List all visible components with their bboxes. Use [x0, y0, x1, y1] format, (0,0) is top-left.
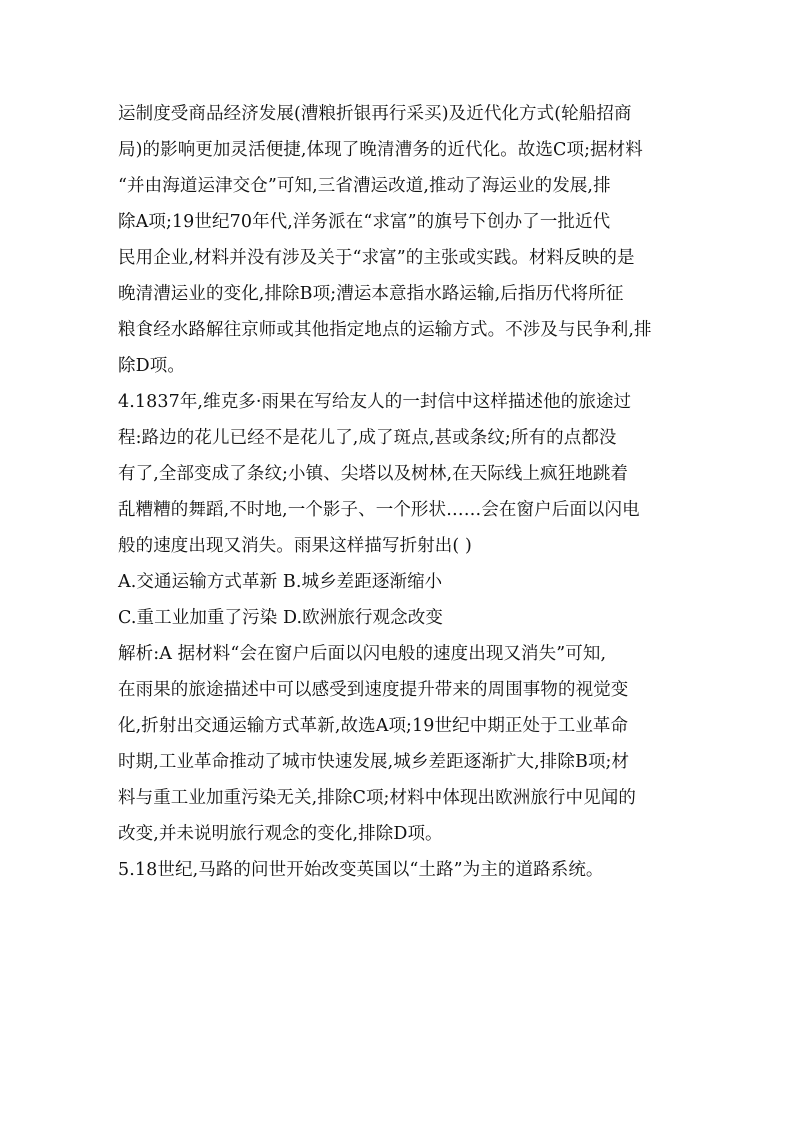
explanation-line: 解析:A 据材料“会在窗户后面以闪电般的速度出现又消失”可知,	[118, 644, 607, 664]
explanation-line: 化,折射出交通运输方式革新,故选A项;19世纪中期正处于工业革命	[118, 716, 629, 736]
text-line: 民用企业,材料并没有涉及关于“求富”的主张或实践。材料反映的是	[118, 248, 635, 268]
question-stem-line: 5.18世纪,马路的问世开始改变英国以“土路”为主的道路系统。	[118, 860, 604, 880]
question-4	[118, 384, 690, 852]
explanation-line: 改变,并未说明旅行观念的变化,排除D项。	[118, 824, 443, 844]
question-5	[118, 852, 690, 888]
options-row-cd: C.重工业加重了污染 D.欧洲旅行观念改变	[118, 608, 443, 628]
explanation-q3-continued	[118, 96, 690, 384]
options-row-ab: A.交通运输方式革新 B.城乡差距逐渐缩小	[118, 572, 443, 592]
text-line: 局)的影响更加灵活便捷,体现了晚清漕务的近代化。故选C项;据材料	[118, 140, 643, 160]
text-line: 晚清漕运业的变化,排除B项;漕运本意指水路运输,后指历代将所征	[118, 284, 624, 304]
explanation-line: 时期,工业革命推动了城市快速发展,城乡差距逐渐扩大,排除B项;材	[118, 752, 630, 772]
explanation-line: 在雨果的旅途描述中可以感受到速度提升带来的周围事物的视觉变	[118, 680, 629, 700]
question-stem-line: 4.1837年,维克多·雨果在写给友人的一封信中这样描述他的旅途过	[118, 392, 632, 412]
text-line: 运制度受商品经济发展(漕粮折银再行采买)及近代化方式(轮船招商	[118, 104, 632, 124]
text-line: “并由海道运津交仓”可知,三省漕运改道,推动了海运业的发展,排	[118, 176, 611, 196]
text-line: 粮食经水路解往京师或其他指定地点的运输方式。不涉及与民争利,排	[118, 320, 652, 340]
question-stem-line: 有了,全部变成了条纹;小镇、尖塔以及树林,在天际线上疯狂地跳着	[118, 464, 629, 484]
text-line: 除D项。	[118, 356, 185, 376]
text-line: 除A项;19世纪70年代,洋务派在“求富”的旗号下创办了一批近代	[118, 212, 611, 232]
question-stem-line: 程:路边的花儿已经不是花儿了,成了斑点,甚或条纹;所有的点都没	[118, 428, 617, 448]
question-stem-line: 乱糟糟的舞蹈,不时地,一个影子、一个形状……会在窗户后面以闪电	[118, 500, 640, 520]
question-stem-line: 般的速度出现又消失。雨果这样描写折射出( )	[118, 536, 472, 556]
explanation-line: 料与重工业加重污染无关,排除C项;材料中体现出欧洲旅行中见闻的	[118, 788, 636, 808]
document-page	[118, 96, 690, 888]
